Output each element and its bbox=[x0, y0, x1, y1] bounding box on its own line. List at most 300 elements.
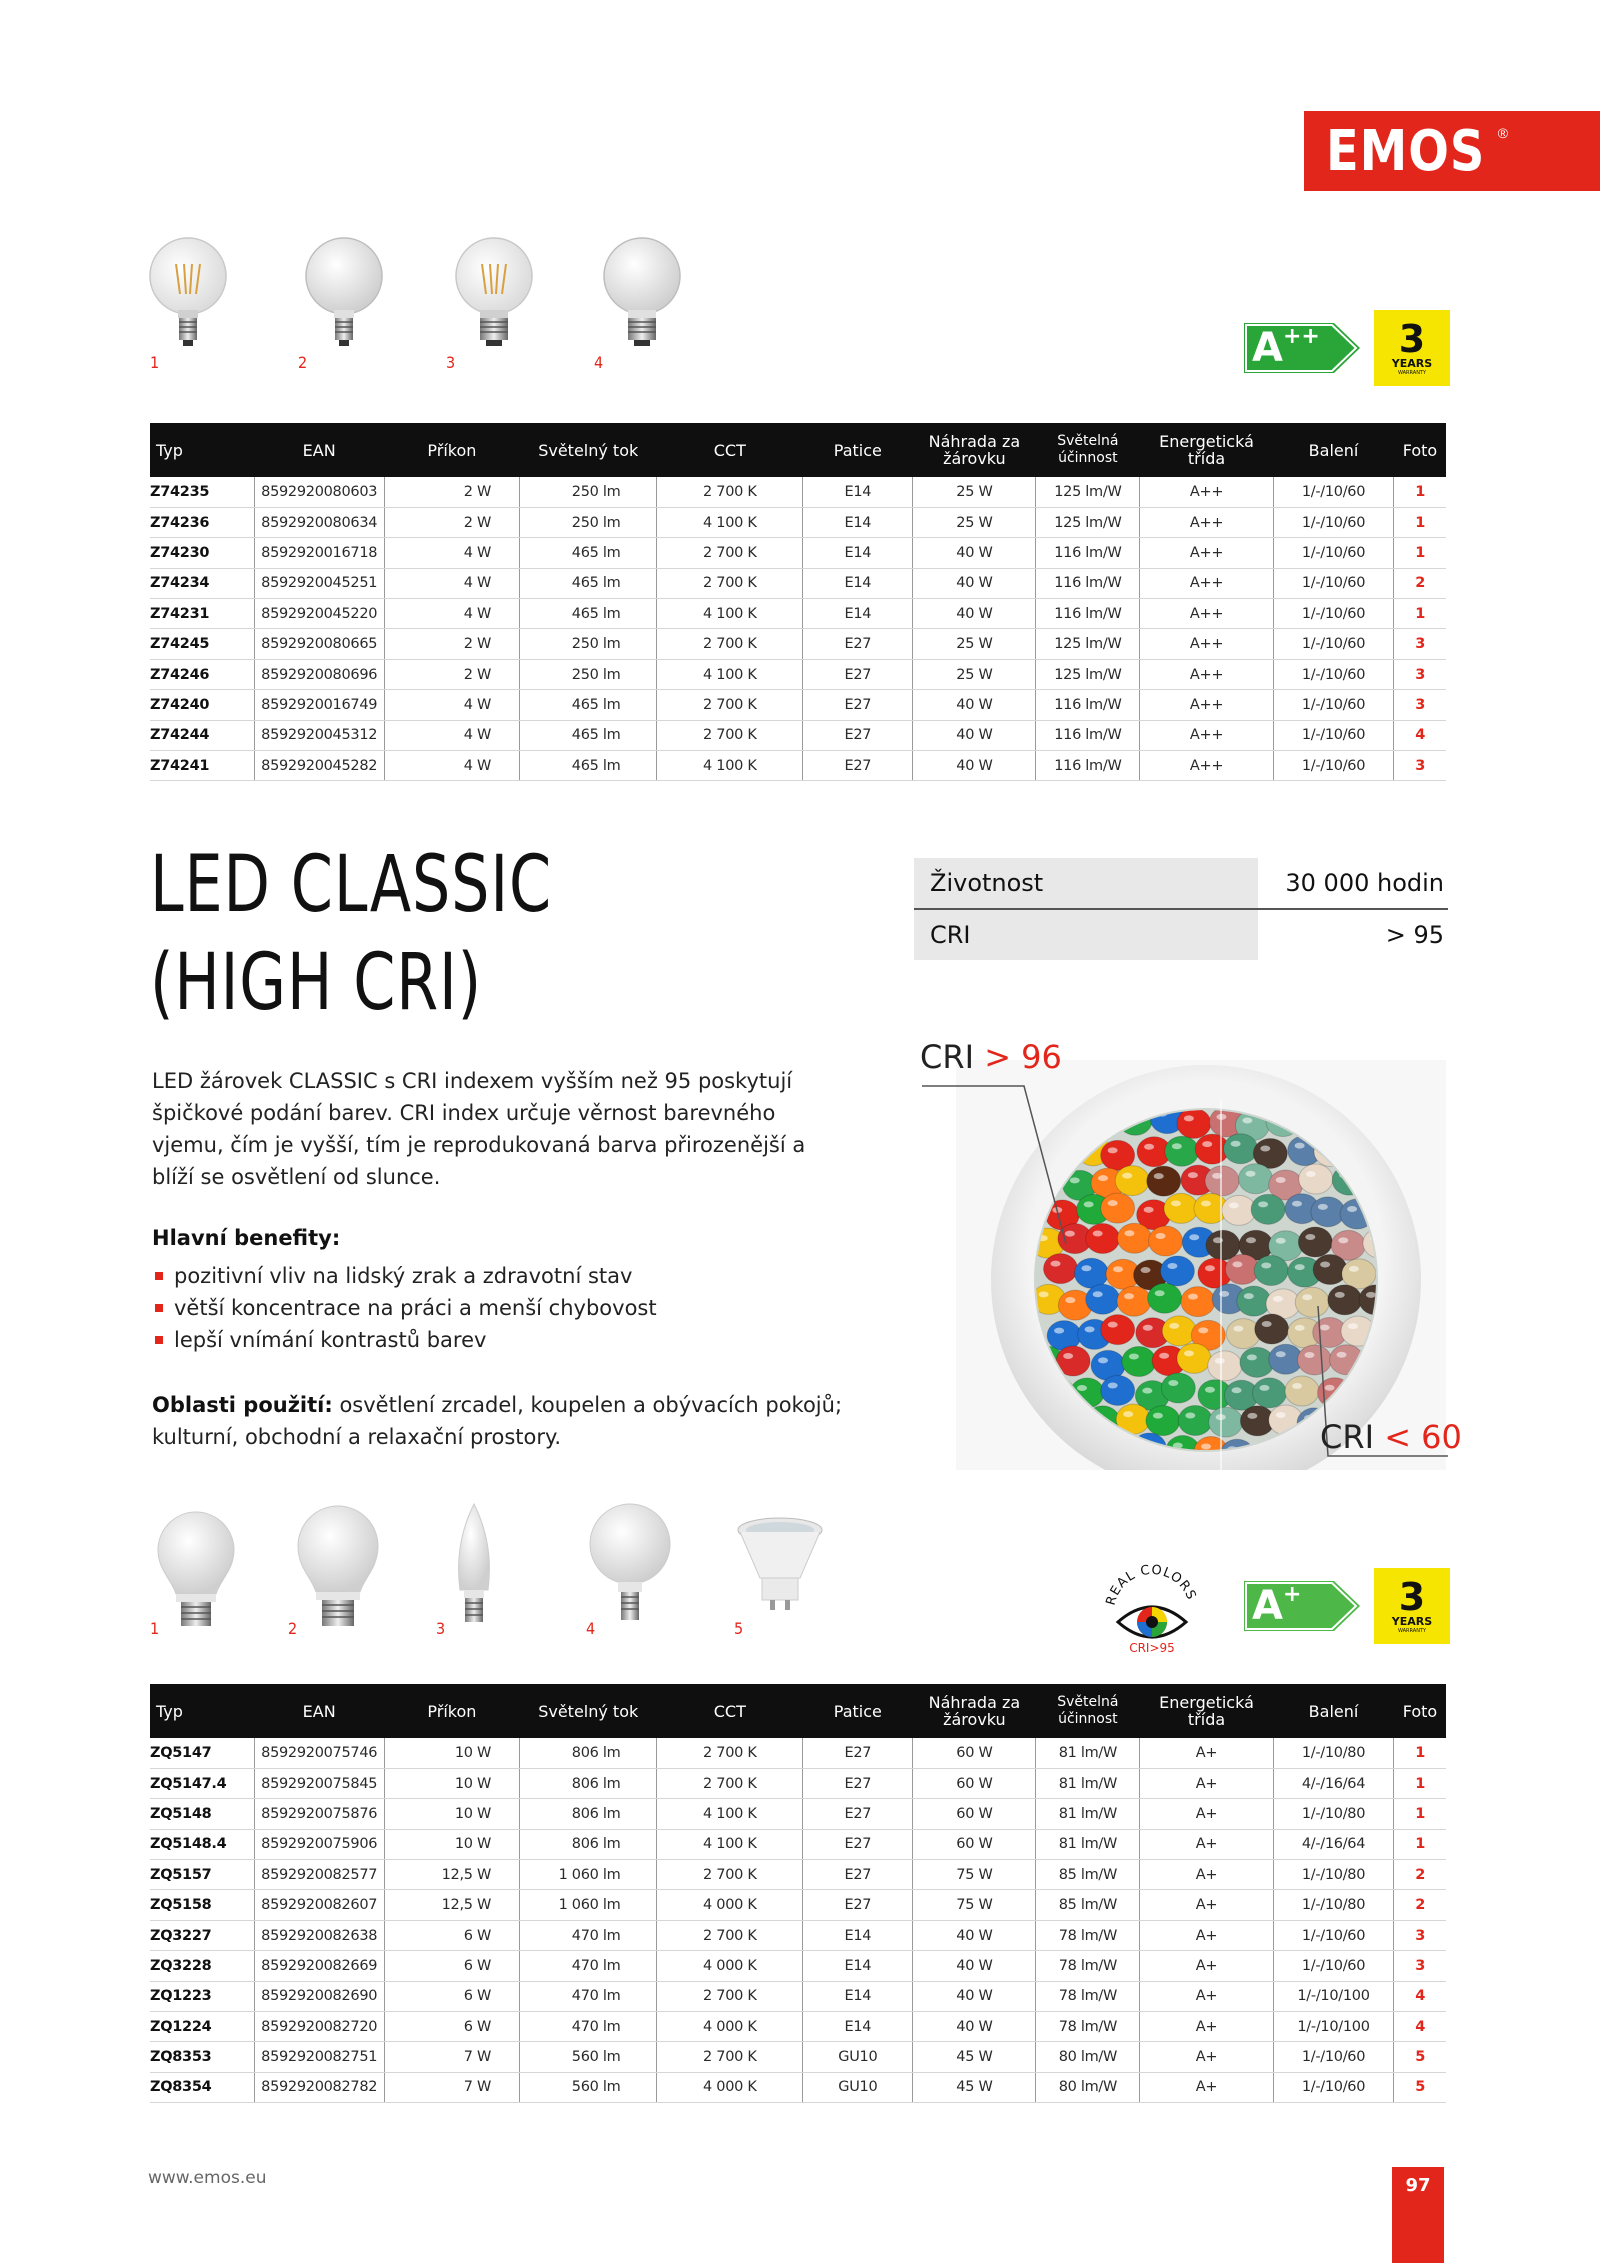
cell-ean: 8592920080665 bbox=[254, 629, 384, 659]
cell-cct: 4 000 K bbox=[657, 1951, 803, 1981]
cell-cct: 4 000 K bbox=[657, 1890, 803, 1920]
column-header-energy-class: Energetická třída bbox=[1140, 423, 1273, 477]
cell-photo: 1 bbox=[1394, 477, 1446, 507]
cell-package: 1/-/10/80 bbox=[1273, 1738, 1394, 1768]
cell-power: 2 W bbox=[384, 629, 519, 659]
bulb-number: 2 bbox=[288, 1619, 298, 1638]
cell-socket: E27 bbox=[803, 1799, 913, 1829]
table-row bbox=[150, 2042, 1446, 2072]
cell-lumen: 465 lm bbox=[520, 538, 657, 568]
cell-efficacy: 116 lm/W bbox=[1036, 690, 1140, 720]
bulb-number: 3 bbox=[446, 353, 456, 372]
column-header-efficacy: Světelná účinnost bbox=[1036, 423, 1140, 477]
cell-replacement: 40 W bbox=[913, 1951, 1036, 1981]
table-row bbox=[150, 1829, 1446, 1859]
cell-cct: 4 100 K bbox=[657, 507, 803, 537]
cell-ean: 8592920080634 bbox=[254, 507, 384, 537]
energy-class-arrow bbox=[1244, 323, 1360, 373]
column-header-energy-class: Energetická třída bbox=[1140, 1684, 1273, 1738]
cell-power: 4 W bbox=[384, 599, 519, 629]
title-line-2: (HIGH CRI) bbox=[150, 938, 483, 1028]
cell-lumen: 1 060 lm bbox=[520, 1860, 657, 1890]
cell-ean: 8592920082669 bbox=[254, 1951, 384, 1981]
spec-key: CRI bbox=[914, 910, 1258, 960]
cell-efficacy: 81 lm/W bbox=[1036, 1829, 1140, 1859]
cell-efficacy: 116 lm/W bbox=[1036, 568, 1140, 598]
cell-power: 6 W bbox=[384, 1920, 519, 1950]
bulb-spot-gu10 bbox=[732, 1500, 880, 1640]
cell-type: Z74244 bbox=[150, 720, 254, 750]
cell-socket: GU10 bbox=[803, 2042, 913, 2072]
cell-socket: E14 bbox=[803, 538, 913, 568]
column-header-photo: Foto bbox=[1394, 1684, 1446, 1738]
cell-lumen: 470 lm bbox=[520, 2012, 657, 2042]
section-title bbox=[150, 836, 617, 1032]
cell-photo: 4 bbox=[1394, 1981, 1446, 2011]
cell-ean: 8592920082577 bbox=[254, 1860, 384, 1890]
list-item: lepší vnímání kontrastů barev bbox=[152, 1324, 657, 1356]
column-header-type: Typ bbox=[150, 1684, 254, 1738]
cell-photo: 3 bbox=[1394, 629, 1446, 659]
product-table-filament bbox=[150, 423, 1446, 781]
cell-package: 1/-/10/60 bbox=[1273, 751, 1394, 781]
cell-power: 7 W bbox=[384, 2072, 519, 2102]
cell-photo: 3 bbox=[1394, 1951, 1446, 1981]
spec-value: > 95 bbox=[1385, 921, 1444, 949]
bulb-candle-e14 bbox=[434, 1500, 584, 1640]
cell-socket: E14 bbox=[803, 568, 913, 598]
cell-ean: 8592920082782 bbox=[254, 2072, 384, 2102]
cell-lumen: 250 lm bbox=[520, 659, 657, 689]
table-row bbox=[150, 507, 1446, 537]
cell-power: 6 W bbox=[384, 2012, 519, 2042]
cell-efficacy: 125 lm/W bbox=[1036, 659, 1140, 689]
cell-type: Z74245 bbox=[150, 629, 254, 659]
cell-cct: 2 700 K bbox=[657, 477, 803, 507]
table-row bbox=[150, 690, 1446, 720]
bulb-matte-e27 bbox=[592, 234, 740, 374]
cell-efficacy: 81 lm/W bbox=[1036, 1768, 1140, 1798]
cell-replacement: 40 W bbox=[913, 1981, 1036, 2011]
cell-ean: 8592920045282 bbox=[254, 751, 384, 781]
cell-energy-class: A++ bbox=[1140, 720, 1273, 750]
column-header-lumen: Světelný tok bbox=[520, 1684, 657, 1738]
cell-power: 6 W bbox=[384, 1951, 519, 1981]
badge-top-text: REAL COLORS bbox=[1103, 1562, 1199, 1608]
cell-energy-class: A+ bbox=[1140, 1738, 1273, 1768]
cell-ean: 8592920075906 bbox=[254, 1829, 384, 1859]
cell-cct: 2 700 K bbox=[657, 2042, 803, 2072]
cell-replacement: 40 W bbox=[913, 1920, 1036, 1950]
cell-ean: 8592920080603 bbox=[254, 477, 384, 507]
cri-label-text: CRI bbox=[1320, 1418, 1385, 1456]
cell-power: 4 W bbox=[384, 751, 519, 781]
column-header-type: Typ bbox=[150, 423, 254, 477]
cell-replacement: 40 W bbox=[913, 599, 1036, 629]
bulb-classic-e27-large bbox=[286, 1500, 434, 1640]
cell-replacement: 40 W bbox=[913, 690, 1036, 720]
registered-mark: ® bbox=[1497, 125, 1509, 141]
title-line-1: LED CLASSIC bbox=[150, 840, 552, 930]
cell-efficacy: 125 lm/W bbox=[1036, 629, 1140, 659]
cell-ean: 8592920075876 bbox=[254, 1799, 384, 1829]
cell-lumen: 250 lm bbox=[520, 477, 657, 507]
cell-package: 1/-/10/60 bbox=[1273, 690, 1394, 720]
cell-socket: E27 bbox=[803, 659, 913, 689]
cell-replacement: 40 W bbox=[913, 751, 1036, 781]
cell-lumen: 806 lm bbox=[520, 1799, 657, 1829]
cell-socket: E27 bbox=[803, 1768, 913, 1798]
cell-efficacy: 125 lm/W bbox=[1036, 507, 1140, 537]
column-header-package: Balení bbox=[1273, 1684, 1394, 1738]
cell-lumen: 806 lm bbox=[520, 1738, 657, 1768]
cell-energy-class: A+ bbox=[1140, 1890, 1273, 1920]
table-row bbox=[150, 1860, 1446, 1890]
cell-cct: 4 100 K bbox=[657, 751, 803, 781]
cell-efficacy: 116 lm/W bbox=[1036, 599, 1140, 629]
column-header-socket: Patice bbox=[803, 423, 913, 477]
cell-ean: 8592920045251 bbox=[254, 568, 384, 598]
cell-replacement: 40 W bbox=[913, 568, 1036, 598]
column-header-replacement: Náhrada za žárovku bbox=[913, 423, 1036, 477]
cell-replacement: 60 W bbox=[913, 1799, 1036, 1829]
cell-type: Z74240 bbox=[150, 690, 254, 720]
cell-package: 1/-/10/100 bbox=[1273, 2012, 1394, 2042]
cell-ean: 8592920080696 bbox=[254, 659, 384, 689]
cell-power: 4 W bbox=[384, 538, 519, 568]
cell-type: ZQ8353 bbox=[150, 2042, 254, 2072]
bulb-matte-e14 bbox=[296, 234, 444, 374]
cell-cct: 4 000 K bbox=[657, 2012, 803, 2042]
cell-socket: E27 bbox=[803, 629, 913, 659]
cell-type: Z74230 bbox=[150, 538, 254, 568]
cell-photo: 1 bbox=[1394, 538, 1446, 568]
energy-class-arrow bbox=[1244, 1581, 1360, 1631]
bulb-classic-e27 bbox=[148, 1500, 286, 1640]
cell-type: ZQ5147 bbox=[150, 1738, 254, 1768]
cell-cct: 4 100 K bbox=[657, 1829, 803, 1859]
spec-key: Životnost bbox=[914, 858, 1258, 908]
cell-lumen: 470 lm bbox=[520, 1951, 657, 1981]
cell-replacement: 25 W bbox=[913, 659, 1036, 689]
table-row bbox=[150, 2012, 1446, 2042]
cell-photo: 4 bbox=[1394, 2012, 1446, 2042]
cell-energy-class: A+ bbox=[1140, 2012, 1273, 2042]
column-header-power: Příkon bbox=[384, 423, 519, 477]
cell-efficacy: 81 lm/W bbox=[1036, 1738, 1140, 1768]
cell-replacement: 45 W bbox=[913, 2072, 1036, 2102]
cell-lumen: 250 lm bbox=[520, 507, 657, 537]
cell-cct: 2 700 K bbox=[657, 1738, 803, 1768]
warranty-years-number: 3 bbox=[1398, 1574, 1426, 1619]
cell-energy-class: A+ bbox=[1140, 2042, 1273, 2072]
cell-power: 10 W bbox=[384, 1738, 519, 1768]
table-row bbox=[150, 1981, 1446, 2011]
cell-cct: 2 700 K bbox=[657, 720, 803, 750]
energy-label-2 bbox=[1244, 1568, 1450, 1644]
cell-cct: 2 700 K bbox=[657, 1920, 803, 1950]
cell-socket: E27 bbox=[803, 1829, 913, 1859]
table-row bbox=[150, 1951, 1446, 1981]
cell-cct: 2 700 K bbox=[657, 629, 803, 659]
cell-ean: 8592920016749 bbox=[254, 690, 384, 720]
cell-type: ZQ3227 bbox=[150, 1920, 254, 1950]
cell-ean: 8592920082720 bbox=[254, 2012, 384, 2042]
cell-replacement: 40 W bbox=[913, 538, 1036, 568]
cell-energy-class: A++ bbox=[1140, 568, 1273, 598]
benefits-heading: Hlavní benefity: bbox=[152, 1226, 341, 1250]
cell-lumen: 465 lm bbox=[520, 720, 657, 750]
column-header-ean: EAN bbox=[254, 423, 384, 477]
cell-type: ZQ5158 bbox=[150, 1890, 254, 1920]
spec-value: 30 000 hodin bbox=[1285, 869, 1444, 897]
table-row bbox=[150, 1768, 1446, 1798]
cri-value: > 96 bbox=[984, 1038, 1062, 1076]
cell-energy-class: A++ bbox=[1140, 507, 1273, 537]
cell-replacement: 60 W bbox=[913, 1768, 1036, 1798]
cell-efficacy: 81 lm/W bbox=[1036, 1799, 1140, 1829]
cell-energy-class: A+ bbox=[1140, 2072, 1273, 2102]
cell-photo: 3 bbox=[1394, 659, 1446, 689]
cri-value: < 60 bbox=[1384, 1418, 1462, 1456]
cell-type: Z74236 bbox=[150, 507, 254, 537]
cri-label-text: CRI bbox=[920, 1038, 985, 1076]
warranty-label: WARRANTY bbox=[1397, 1627, 1427, 1634]
cell-type: Z74231 bbox=[150, 599, 254, 629]
cell-package: 1/-/10/80 bbox=[1273, 1860, 1394, 1890]
cell-type: Z74235 bbox=[150, 477, 254, 507]
cell-energy-class: A+ bbox=[1140, 1951, 1273, 1981]
cell-package: 4/-/16/64 bbox=[1273, 1829, 1394, 1859]
list-item: větší koncentrace na práci a menší chybovost bbox=[152, 1292, 657, 1324]
table-row bbox=[150, 659, 1446, 689]
cell-package: 1/-/10/60 bbox=[1273, 477, 1394, 507]
cell-lumen: 1 060 lm bbox=[520, 1890, 657, 1920]
cell-cct: 2 700 K bbox=[657, 1768, 803, 1798]
cell-socket: E14 bbox=[803, 507, 913, 537]
cell-replacement: 40 W bbox=[913, 2012, 1036, 2042]
cell-photo: 2 bbox=[1394, 568, 1446, 598]
cell-efficacy: 116 lm/W bbox=[1036, 538, 1140, 568]
bulb-icon bbox=[148, 234, 296, 374]
table-row bbox=[150, 538, 1446, 568]
cell-efficacy: 78 lm/W bbox=[1036, 2012, 1140, 2042]
cell-package: 1/-/10/60 bbox=[1273, 720, 1394, 750]
cell-efficacy: 78 lm/W bbox=[1036, 1920, 1140, 1950]
cell-power: 12,5 W bbox=[384, 1860, 519, 1890]
table-row bbox=[150, 1890, 1446, 1920]
cell-socket: E14 bbox=[803, 2012, 913, 2042]
cell-lumen: 465 lm bbox=[520, 751, 657, 781]
usage-text: osvětlení zrcadel, koupelen a obývacích pokojů; kulturní, obchodní a relaxační prostory. bbox=[152, 1393, 843, 1449]
spec-row bbox=[914, 858, 1448, 908]
column-header-replacement: Náhrada za žárovku bbox=[913, 1684, 1036, 1738]
column-header-cct: CCT bbox=[657, 423, 803, 477]
cell-type: ZQ5148 bbox=[150, 1799, 254, 1829]
cell-package: 1/-/10/60 bbox=[1273, 629, 1394, 659]
cell-replacement: 60 W bbox=[913, 1738, 1036, 1768]
bulb-images-1 bbox=[148, 234, 740, 374]
column-header-package: Balení bbox=[1273, 423, 1394, 477]
cell-ean: 8592920082751 bbox=[254, 2042, 384, 2072]
bulb-icon bbox=[592, 234, 740, 374]
cell-power: 4 W bbox=[384, 720, 519, 750]
cell-energy-class: A++ bbox=[1140, 599, 1273, 629]
cell-package: 1/-/10/80 bbox=[1273, 1799, 1394, 1829]
cell-socket: E14 bbox=[803, 1920, 913, 1950]
cell-ean: 8592920082607 bbox=[254, 1890, 384, 1920]
table-row bbox=[150, 1799, 1446, 1829]
cell-type: ZQ1224 bbox=[150, 2012, 254, 2042]
cell-photo: 2 bbox=[1394, 1890, 1446, 1920]
cell-type: Z74241 bbox=[150, 751, 254, 781]
bulb-number: 3 bbox=[436, 1619, 446, 1638]
bulb-number: 5 bbox=[734, 1619, 744, 1638]
warranty-badge bbox=[1374, 1568, 1450, 1644]
cell-photo: 1 bbox=[1394, 507, 1446, 537]
cell-socket: E27 bbox=[803, 1738, 913, 1768]
cell-efficacy: 80 lm/W bbox=[1036, 2072, 1140, 2102]
cell-energy-class: A++ bbox=[1140, 477, 1273, 507]
cell-package: 1/-/10/60 bbox=[1273, 1920, 1394, 1950]
cell-package: 1/-/10/60 bbox=[1273, 568, 1394, 598]
bulb-number: 1 bbox=[150, 353, 160, 372]
warranty-years-number: 3 bbox=[1398, 316, 1426, 361]
cell-lumen: 470 lm bbox=[520, 1981, 657, 2011]
list-item: pozitivní vliv na lidský zrak a zdravotní stav bbox=[152, 1260, 657, 1292]
cell-power: 2 W bbox=[384, 477, 519, 507]
table-row bbox=[150, 568, 1446, 598]
cell-socket: E27 bbox=[803, 751, 913, 781]
cell-replacement: 45 W bbox=[913, 2042, 1036, 2072]
cell-replacement: 75 W bbox=[913, 1890, 1036, 1920]
cell-photo: 1 bbox=[1394, 1799, 1446, 1829]
product-table-classic bbox=[150, 1684, 1446, 2103]
table-row bbox=[150, 629, 1446, 659]
cell-efficacy: 125 lm/W bbox=[1036, 477, 1140, 507]
cell-lumen: 250 lm bbox=[520, 629, 657, 659]
intro-paragraph: LED žárovek CLASSIC s CRI indexem vyšším než 95 poskytují špičkové podání barev. CRI index určuje věrnost barevného vjemu, čím je vyšší, tím je reprodukovaná barva přirozenější a blíží se osvětlení od slunce. bbox=[152, 1069, 806, 1189]
cell-efficacy: 85 lm/W bbox=[1036, 1890, 1140, 1920]
cell-ean: 8592920082638 bbox=[254, 1920, 384, 1950]
cell-power: 2 W bbox=[384, 507, 519, 537]
cell-socket: E27 bbox=[803, 690, 913, 720]
bulb-mini-globe-e14 bbox=[584, 1500, 732, 1640]
cell-package: 1/-/10/60 bbox=[1273, 538, 1394, 568]
bulb-icon bbox=[296, 234, 444, 374]
bulb-number: 4 bbox=[586, 1619, 596, 1638]
cell-energy-class: A+ bbox=[1140, 1829, 1273, 1859]
cell-cct: 4 100 K bbox=[657, 659, 803, 689]
real-colors-badge bbox=[1092, 1560, 1212, 1656]
cell-type: ZQ3228 bbox=[150, 1951, 254, 1981]
cell-efficacy: 85 lm/W bbox=[1036, 1860, 1140, 1890]
warranty-badge bbox=[1374, 310, 1450, 386]
cell-package: 1/-/10/60 bbox=[1273, 507, 1394, 537]
bulb-icon bbox=[732, 1500, 880, 1640]
cell-package: 1/-/10/60 bbox=[1273, 1951, 1394, 1981]
bulb-icon bbox=[444, 234, 592, 374]
cell-power: 4 W bbox=[384, 690, 519, 720]
bulb-icon bbox=[148, 1500, 286, 1640]
cell-package: 1/-/10/60 bbox=[1273, 2072, 1394, 2102]
table-row bbox=[150, 599, 1446, 629]
cell-efficacy: 80 lm/W bbox=[1036, 2042, 1140, 2072]
cell-package: 1/-/10/60 bbox=[1273, 599, 1394, 629]
cell-replacement: 25 W bbox=[913, 507, 1036, 537]
column-header-cct: CCT bbox=[657, 1684, 803, 1738]
cell-efficacy: 78 lm/W bbox=[1036, 1981, 1140, 2011]
energy-class: A bbox=[1252, 1583, 1283, 1629]
cell-power: 12,5 W bbox=[384, 1890, 519, 1920]
cell-energy-class: A++ bbox=[1140, 629, 1273, 659]
bulb-icon bbox=[286, 1500, 434, 1640]
cell-ean: 8592920075746 bbox=[254, 1738, 384, 1768]
column-header-power: Příkon bbox=[384, 1684, 519, 1738]
cell-photo: 3 bbox=[1394, 751, 1446, 781]
cell-ean: 8592920082690 bbox=[254, 1981, 384, 2011]
cell-package: 4/-/16/64 bbox=[1273, 1768, 1394, 1798]
cell-power: 10 W bbox=[384, 1829, 519, 1859]
cell-type: ZQ1223 bbox=[150, 1981, 254, 2011]
cell-type: ZQ5148.4 bbox=[150, 1829, 254, 1859]
cell-energy-class: A+ bbox=[1140, 1860, 1273, 1890]
usage-paragraph bbox=[152, 1389, 852, 1453]
bulb-number: 2 bbox=[298, 353, 308, 372]
cell-package: 1/-/10/60 bbox=[1273, 2042, 1394, 2072]
table-row bbox=[150, 2072, 1446, 2102]
table-row bbox=[150, 477, 1446, 507]
cell-energy-class: A++ bbox=[1140, 751, 1273, 781]
cell-cct: 4 100 K bbox=[657, 1799, 803, 1829]
cell-package: 1/-/10/100 bbox=[1273, 1981, 1394, 2011]
cri-pointer-lines bbox=[918, 1076, 1458, 1466]
cell-cct: 2 700 K bbox=[657, 1981, 803, 2011]
cell-ean: 8592920045220 bbox=[254, 599, 384, 629]
cell-package: 1/-/10/80 bbox=[1273, 1890, 1394, 1920]
bulb-number: 1 bbox=[150, 1619, 160, 1638]
bulb-icon bbox=[584, 1500, 732, 1640]
warranty-years-label: YEARS bbox=[1391, 356, 1433, 370]
cell-energy-class: A+ bbox=[1140, 1768, 1273, 1798]
table-row bbox=[150, 751, 1446, 781]
cell-socket: E27 bbox=[803, 720, 913, 750]
cell-type: ZQ5157 bbox=[150, 1860, 254, 1890]
cell-ean: 8592920075845 bbox=[254, 1768, 384, 1798]
cell-cct: 2 700 K bbox=[657, 1860, 803, 1890]
cell-power: 10 W bbox=[384, 1799, 519, 1829]
cell-power: 4 W bbox=[384, 568, 519, 598]
cell-cct: 2 700 K bbox=[657, 690, 803, 720]
cell-socket: E27 bbox=[803, 1890, 913, 1920]
energy-label-1 bbox=[1244, 310, 1450, 386]
cell-energy-class: A++ bbox=[1140, 538, 1273, 568]
cell-photo: 4 bbox=[1394, 720, 1446, 750]
cell-cct: 2 700 K bbox=[657, 538, 803, 568]
cell-photo: 2 bbox=[1394, 1860, 1446, 1890]
cell-cct: 4 100 K bbox=[657, 599, 803, 629]
cell-energy-class: A+ bbox=[1140, 1920, 1273, 1950]
table-row bbox=[150, 1738, 1446, 1768]
column-header-photo: Foto bbox=[1394, 423, 1446, 477]
table-header-row bbox=[150, 423, 1446, 477]
spec-table bbox=[914, 858, 1448, 960]
warranty-label: WARRANTY bbox=[1397, 369, 1427, 376]
cell-replacement: 25 W bbox=[913, 477, 1036, 507]
cell-lumen: 465 lm bbox=[520, 568, 657, 598]
cell-type: ZQ8354 bbox=[150, 2072, 254, 2102]
cell-cct: 4 000 K bbox=[657, 2072, 803, 2102]
